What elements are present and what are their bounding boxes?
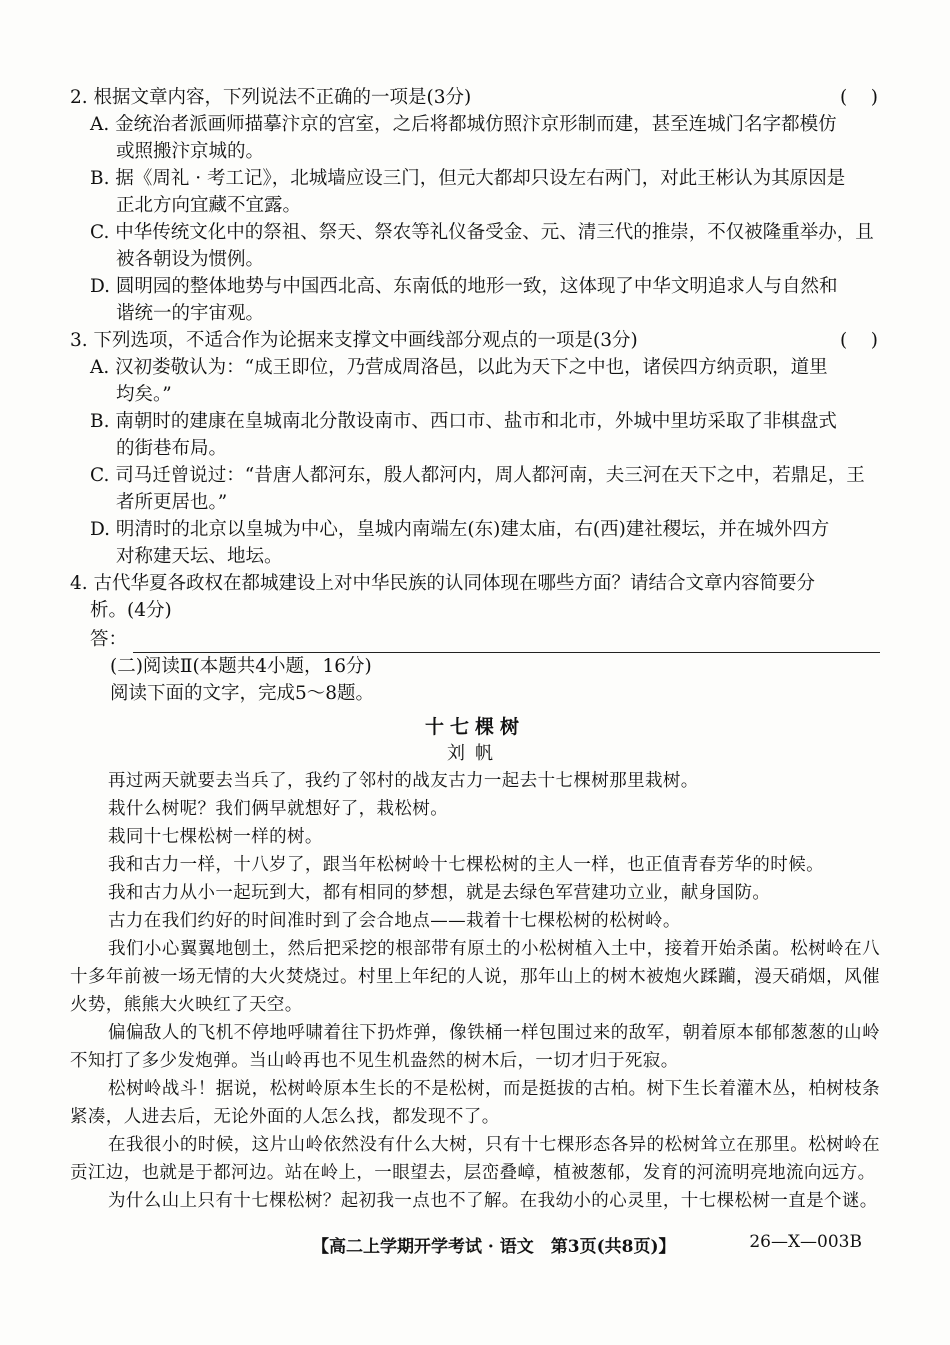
article-paragraph: 为什么山上只有十七棵松树？起初我一点也不了解。在我幼小的心灵里，十七棵松树一直是个谜。 <box>108 1191 878 1211</box>
article-paragraph: 松树岭战斗！据说，松树岭原本生长的不是松树，而是挺拔的古柏。树下生长着灌木丛，柏树枝条紧凑，人进去后，无论外面的人怎么找，都发现不了。 <box>70 1079 880 1127</box>
footer-code: 26—X—003B <box>749 1232 862 1252</box>
article-paragraph: 偏偏敌人的飞机不停地呼啸着往下扔炸弹，像铁桶一样包围过来的敌军，朝着原本郁郁葱葱的山岭不知打了多少发炮弹。当山岭再也不见生机盎然的树木后，一切才归于死寂。 <box>70 1023 880 1071</box>
option-text-cont: 或照搬汴京城的。 <box>116 141 265 162</box>
article-paragraph: 古力在我们约好的时间准时到了会合地点——栽着十七棵松树的松树岭。 <box>108 911 681 931</box>
question-4 <box>70 570 880 653</box>
option-text: B. 南朝时的建康在皇城南北分散设南市、西口市、盐市和北市，外城中里坊采取了非棋盘式 <box>90 411 837 432</box>
option-text-cont: 被各朝设为惯例。 <box>116 249 265 270</box>
q3-option-a <box>70 354 880 408</box>
section-instruction: 阅读下面的文字，完成5～8题。 <box>110 683 375 704</box>
option-text: D. 明清时的北京以皇城为中心，皇城内南端左(东)建太庙，右(西)建社稷坛，并在城外四方 <box>90 519 830 540</box>
article-paragraph: 再过两天就要去当兵了，我约了邻村的战友古力一起去十七棵树那里栽树。 <box>108 771 699 791</box>
question-3-stem: 3. 下列选项，不适合作为论据来支撑文中画线部分观点的一项是(3分) <box>70 330 638 351</box>
footer-title: 【高二上学期开学考试 · 语文 第3页(共8页)】 <box>312 1237 676 1257</box>
section-heading: (二)阅读Ⅱ(本题共4小题，16分) <box>110 656 372 677</box>
article-paragraph: 我和古力从小一起玩到大，都有相同的梦想，就是去绿色军营建功立业，献身国防。 <box>108 883 771 903</box>
option-text: A. 汉初娄敬认为：“成王即位，乃营成周洛邑，以此为天下之中也，诸侯四方纳贡职，道里 <box>90 357 828 378</box>
answer-bracket: ( ) <box>840 330 878 351</box>
option-text-cont: 均矣。” <box>116 384 172 405</box>
article-paragraph: 我和古力一样，十八岁了，跟当年松树岭十七棵松树的主人一样，也正值青春芳华的时候。 <box>108 855 824 875</box>
question-2-stem: 2. 根据文章内容，下列说法不正确的一项是(3分) <box>70 87 472 108</box>
answer-rule[interactable] <box>133 632 880 653</box>
answer-bracket: ( ) <box>840 87 878 108</box>
q2-option-c <box>70 219 880 273</box>
question-3 <box>70 327 880 570</box>
option-text: C. 司马迁曾说过：“昔唐人都河东，殷人都河内，周人都河南，夫三河在天下之中，若鼎足，王 <box>90 465 865 486</box>
article-author: 刘帆 <box>447 743 503 764</box>
question-2 <box>70 84 880 327</box>
article-paragraph: 我们小心翼翼地刨土，然后把采挖的根部带有原土的小松树植入土中，接着开始杀菌。松树岭在八十多年前被一场无情的大火焚烧过。村里上年纪的人说，那年山上的树木被炮火蹂躏，漫天硝烟，风催火势，熊熊大火映红了天空。 <box>70 939 880 1015</box>
option-text: D. 圆明园的整体地势与中国西北高、东南低的地形一致，这体现了中华文明追求人与自然和 <box>90 276 838 297</box>
option-text: C. 中华传统文化中的祭祖、祭天、祭农等礼仪备受金、元、清三代的推崇，不仅被隆重举办，且 <box>90 222 874 243</box>
article-paragraph: 在我很小的时候，这片山岭依然没有什么大树，只有十七棵形态各异的松树耸立在那里。松树岭在贡江边，也就是于都河边。站在岭上，一眼望去，层峦叠嶂，植被葱郁，发育的河流明亮地流向远方。 <box>70 1135 880 1183</box>
question-4-stem: 4. 古代华夏各政权在都城建设上对中华民族的认同体现在哪些方面？请结合文章内容简要分 <box>70 573 816 594</box>
option-text-cont: 对称建天坛、地坛。 <box>116 546 283 567</box>
article-paragraph: 栽什么树呢？我们俩早就想好了，栽松树。 <box>108 799 449 819</box>
option-text-cont: 者所更居也。” <box>116 492 228 513</box>
option-text-cont: 谐统一的宇宙观。 <box>116 303 265 324</box>
q2-option-d <box>70 273 880 327</box>
option-text-cont: 正北方向宜藏不宜露。 <box>116 195 302 216</box>
option-text: A. 金统治者派画师描摹汴京的宫室，之后将都城仿照汴京形制而建，甚至连城门名字都模仿 <box>90 114 837 135</box>
q3-option-d <box>70 516 880 570</box>
question-2-stem-line <box>70 84 880 111</box>
option-text-cont: 的街巷布局。 <box>116 438 228 459</box>
q2-option-a <box>70 111 880 165</box>
question-3-stem-line <box>70 327 880 354</box>
q2-option-b <box>70 165 880 219</box>
article-paragraph: 栽同十七棵松树一样的树。 <box>108 827 323 847</box>
q3-option-c <box>70 462 880 516</box>
section-2 <box>70 653 880 707</box>
q3-option-b <box>70 408 880 462</box>
option-text: B. 据《周礼 · 考工记》，北城墙应设三门，但元大都却只设左右两门，对此王彬认为其原因是 <box>90 168 846 189</box>
article-title: 十七棵树 <box>424 716 525 738</box>
answer-label: 答： <box>90 629 128 650</box>
article <box>70 713 880 1215</box>
answer-area[interactable] <box>70 626 880 653</box>
question-4-stem-cont: 析。(4分) <box>90 600 172 621</box>
